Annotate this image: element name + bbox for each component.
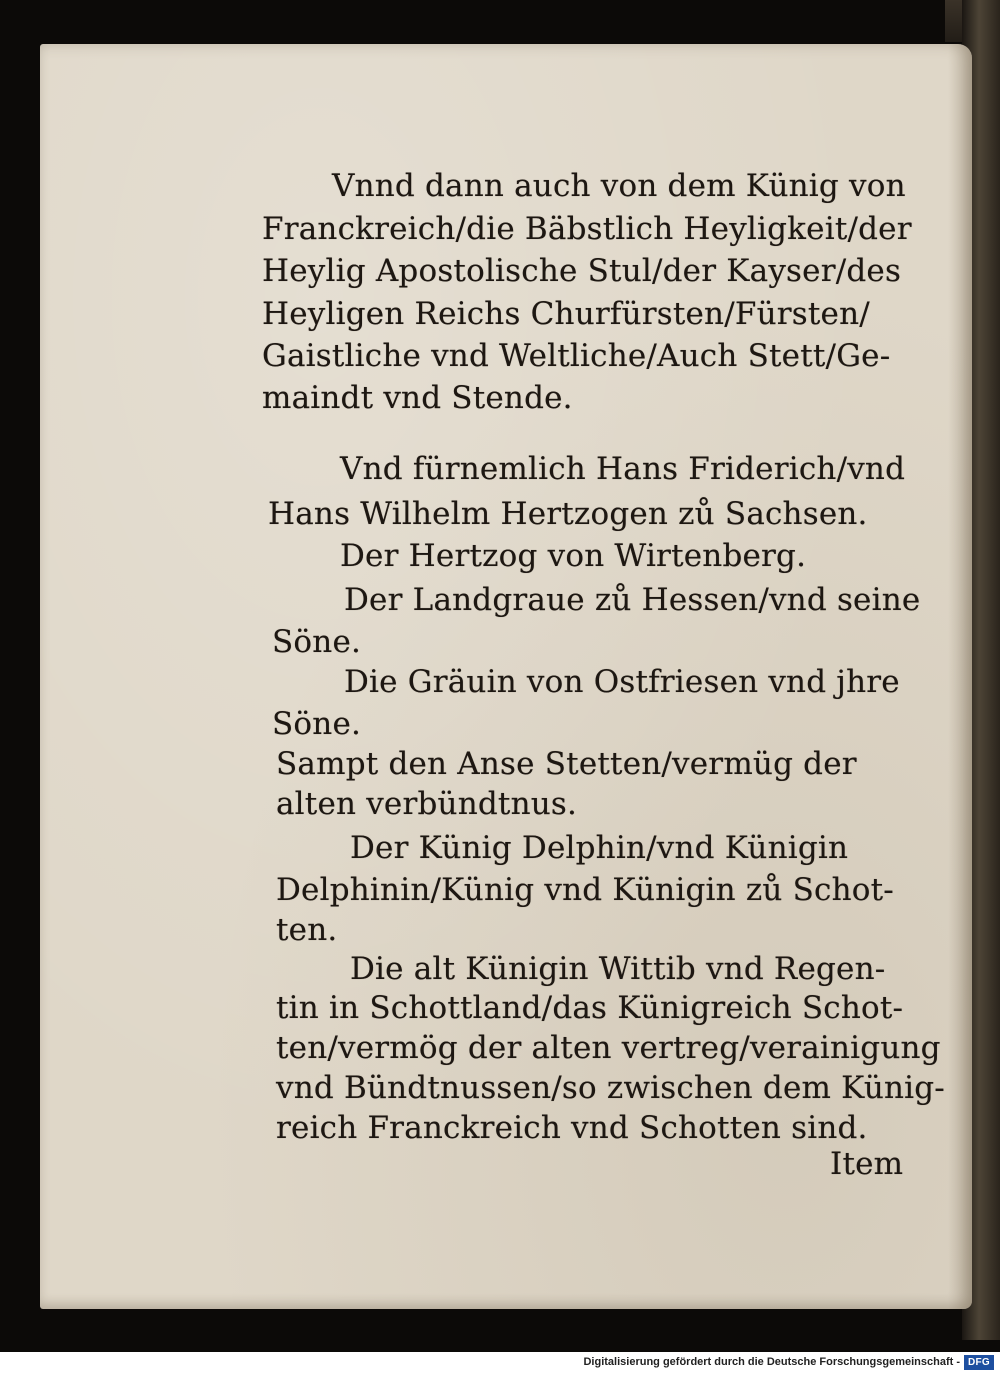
text-line: reich Franckreich vnd Schotten sind. [276, 1110, 868, 1146]
text-line: Söne. [272, 624, 362, 660]
text-line: ten/vermög der alten vertreg/verainigung [276, 1030, 941, 1066]
text-line: Der Künig Delphin/vnd Künigin [350, 830, 849, 866]
text-line: alten verbündtnus. [276, 786, 578, 822]
text-line: ten. [276, 912, 338, 948]
text-line: Der Hertzog von Wirtenberg. [340, 538, 807, 574]
text-line: Heylig Apostolische Stul/der Kayser/des [262, 253, 902, 289]
text-line: Hans Wilhelm Hertzogen zů Sachsen. [268, 496, 868, 532]
page-text [40, 44, 972, 1309]
text-line: Heyligen Reichs Churfürsten/Fürsten/ [262, 296, 870, 332]
text-line: maindt vnd Stende. [262, 380, 573, 416]
text-line: Gaistliche vnd Weltliche/Auch Stett/Ge- [262, 338, 891, 374]
footer-credit: Digitalisierung gefördert durch die Deutsche Forschungsgemeinschaft - [583, 1356, 960, 1368]
text-line: Der Landgraue zů Hessen/vnd seine [344, 582, 921, 618]
digitization-footer [0, 1352, 1000, 1374]
text-line: tin in Schottland/das Künigreich Schot- [276, 990, 904, 1026]
text-line: Vnd fürnemlich Hans Friderich/vnd [340, 451, 906, 487]
text-line: Die Gräuin von Ostfriesen vnd jhre [344, 664, 900, 700]
text-line: Die alt Künigin Wittib vnd Regen- [350, 951, 886, 987]
text-line: vnd Bündtnussen/so zwischen dem Künig- [276, 1070, 945, 1106]
dfg-logo: DFG [964, 1355, 994, 1370]
text-line: Vnnd dann auch von dem Künig von [332, 168, 906, 204]
text-line: Franckreich/die Bäbstlich Heyligkeit/der [262, 211, 912, 247]
catchword: Item [830, 1146, 904, 1182]
book-page [40, 44, 972, 1309]
text-line: Sampt den Anse Stetten/vermüg der [276, 746, 857, 782]
text-line: Delphinin/Künig vnd Künigin zů Schot- [276, 872, 894, 908]
text-line: Söne. [272, 706, 362, 742]
